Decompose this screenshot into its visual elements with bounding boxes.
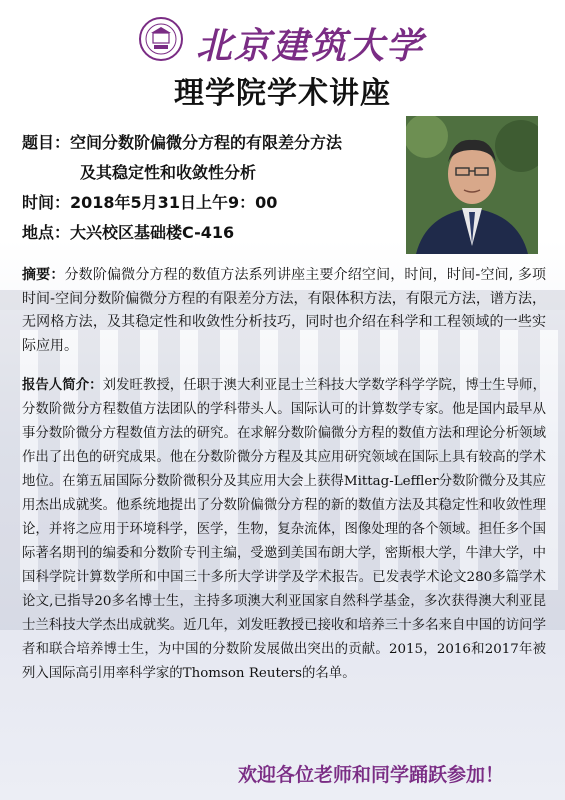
time-label: 时间： xyxy=(22,193,71,212)
time-row xyxy=(22,188,397,218)
speaker-portrait-icon xyxy=(406,116,538,254)
place-value: 大兴校区基础楼C-416 xyxy=(70,223,235,242)
page-title: 理学院学术讲座 xyxy=(174,76,391,111)
speaker-bio-section xyxy=(22,374,546,686)
topic-row xyxy=(22,128,397,158)
welcome-message: 欢迎各位老师和同学踊跃参加！ xyxy=(238,764,505,786)
time-value: 2018年5月31日上午9：00 xyxy=(70,193,278,212)
bio-label: 报告人简介： xyxy=(22,378,103,393)
header xyxy=(0,6,565,70)
bio-text: 刘发旺教授，任职于澳大利亚昆士兰科技大学数学科学学院，博士生导师，分数阶微分方程数值方法团队的学科带头人。国际认可的计算数学专家。他是国内最早从事分数阶微分方程数值方法的研究。在求解分数阶偏微分方程的数值方法和理论分析领域作出了出色的研究成果。他在分数阶微分方程及其应用研究领域在国际上具有较高的学术地位。在第五届国际分数阶微积分及其应用大会上获得Mittag-Leffler分数阶微分及其应用杰出成就奖。他系统地提出了分数阶偏微分方程的新的数值方法及其稳定性和收敛性理论，并将之应用于环境科学，医学，生物，复杂流体，图像处理的各个领域。担任多个国际著名期刊的编委和分数阶专刊主编，受邀到美国布朗大学，密斯根大学，牛津大学，中国科学院计算数学所和中国三十多所大学讲学及学术报告。已发表学术论文280多篇学术论文,已指导20多名博士生，主持多项澳大利亚国家自然科学基金，多次获得澳大利亚昆士兰科技大学杰出成就奖。近几年，刘发旺教授已接收和培养三十多名来自中国的访问学者和联合培养博士生，为中国的分数阶发展做出突出的贡献。2015，2016和2017年被列入国际高引用率科学家的Thomson Reuters的名单。 xyxy=(22,378,546,681)
abstract-section xyxy=(22,264,546,358)
university-name: 北京建筑大学 xyxy=(196,25,425,67)
topic-label: 题目： xyxy=(22,133,71,152)
topic-line-1: 空间分数阶偏微分方程的有限差分方法 xyxy=(70,133,343,152)
abstract-label: 摘要： xyxy=(22,267,65,283)
place-row xyxy=(22,218,397,248)
lecture-info xyxy=(22,128,397,248)
abstract-text: 分数阶偏微分方程的数值方法系列讲座主要介绍空间，时间，时间-空间, 多项时间-空间分数阶偏微分方程的有限差分方法，有限体积方法，有限元方法，谱方法，无网格方法，及其稳定性和收敛性分析技巧，同时也介绍在科学和工程领域的一些实际应用。 xyxy=(22,267,547,354)
topic-line-2: 及其稳定性和收敛性分析 xyxy=(80,163,257,182)
university-seal-icon xyxy=(138,16,184,62)
place-label: 地点： xyxy=(22,223,71,242)
